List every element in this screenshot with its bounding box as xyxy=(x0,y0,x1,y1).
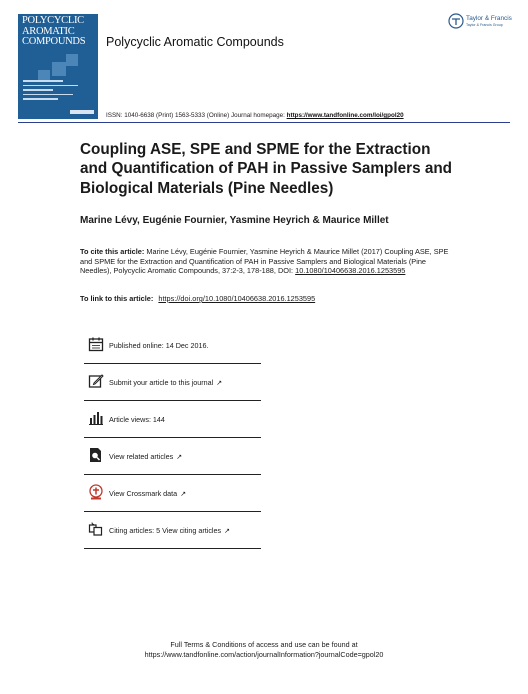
article-meta-list xyxy=(84,327,261,549)
search-doc-icon xyxy=(88,447,104,463)
related-articles-label: View related articles xyxy=(109,452,174,461)
cover-decoration xyxy=(66,54,78,66)
article-views-label: Article views: 144 xyxy=(109,415,165,424)
cover-title-line: POLYCYCLIC xyxy=(22,15,84,26)
external-link-icon: ↗ xyxy=(176,454,183,461)
external-link-icon: ↗ xyxy=(216,380,223,387)
footer-terms-link[interactable]: https://www.tandfonline.com/action/journalInformation?journalCode=gpol20 xyxy=(144,649,384,659)
article-views-item xyxy=(84,401,261,438)
header-divider xyxy=(18,122,510,123)
issn-line xyxy=(106,112,404,119)
article-link-line xyxy=(80,294,315,303)
citing-articles-label: Citing articles: 5 View citing articles xyxy=(109,526,222,535)
footer xyxy=(0,640,528,659)
related-articles-item[interactable] xyxy=(84,438,261,475)
publisher-logo[interactable] xyxy=(448,13,516,33)
crossmark-item[interactable] xyxy=(84,475,261,512)
external-link-icon: ↗ xyxy=(180,491,187,498)
cover-title-line: AROMATIC xyxy=(22,25,75,37)
cover-decoration xyxy=(52,62,66,76)
footer-line-1: Full Terms & Conditions of access and use can be found at xyxy=(170,640,358,649)
published-online-item xyxy=(84,327,261,364)
cover-decoration xyxy=(38,70,50,80)
publisher-logo-subtext: Taylor & Francis Group xyxy=(466,23,503,27)
journal-cover xyxy=(18,14,98,119)
related-articles-link[interactable] xyxy=(109,452,182,461)
citing-icon xyxy=(88,521,104,537)
crossmark-label: View Crossmark data xyxy=(109,489,178,498)
link-label: To link to this article: xyxy=(80,294,154,303)
citing-articles-item[interactable] xyxy=(84,512,261,549)
article-title: Coupling ASE, SPE and SPME for the Extraction and Quantification of PAH in Passive Samplers and Biological Materials (Pine Needles) xyxy=(80,141,453,197)
published-online-label: Published online: 14 Dec 2016. xyxy=(109,341,209,350)
calendar-icon xyxy=(88,336,104,352)
journal-homepage-link[interactable]: https://www.tandfonline.com/loi/gpol20 xyxy=(286,112,404,119)
submit-article-link[interactable] xyxy=(109,378,222,387)
submit-article-item[interactable] xyxy=(84,364,261,401)
cite-doi-link[interactable]: 10.1080/10406638.2016.1253595 xyxy=(295,266,406,276)
submit-article-label: Submit your article to this journal xyxy=(109,378,214,387)
cite-label: To cite this article: xyxy=(80,247,145,256)
bar-chart-icon xyxy=(88,410,104,426)
edit-icon xyxy=(88,373,104,389)
publisher-logo-text: Taylor & Francis xyxy=(466,15,512,22)
publisher-logo-icon xyxy=(448,13,464,29)
cite-text: Marine Lévy, Eugénie Fournier, Yasmine Heyrich & Maurice Millet (2017) Coupling ASE, SPE and SPME for the Extraction and Quantification of PAH in Passive Samplers and Biological Materials (Pine Needles), Polycyclic Aromatic Compounds, 37:2-3, 178-188, DOI: xyxy=(80,247,449,276)
external-link-icon: ↗ xyxy=(224,528,230,535)
article-authors: Marine Lévy, Eugénie Fournier, Yasmine Heyrich & Maurice Millet xyxy=(80,215,389,226)
cover-title xyxy=(22,16,98,48)
crossmark-icon xyxy=(88,484,104,500)
crossmark-link[interactable] xyxy=(109,489,186,498)
citing-articles-link[interactable] xyxy=(109,526,230,535)
cover-publisher-mark xyxy=(70,110,94,114)
journal-name[interactable]: Polycyclic Aromatic Compounds xyxy=(106,35,284,49)
cover-title-line: COMPOUNDS xyxy=(22,36,86,47)
citation-block xyxy=(80,247,450,276)
article-doi-link[interactable]: https://doi.org/10.1080/10406638.2016.1253595 xyxy=(158,294,316,303)
issn-text: ISSN: 1040-6638 (Print) 1563-5333 (Online) Journal homepage: xyxy=(106,112,285,119)
cover-text-lines xyxy=(23,80,83,103)
